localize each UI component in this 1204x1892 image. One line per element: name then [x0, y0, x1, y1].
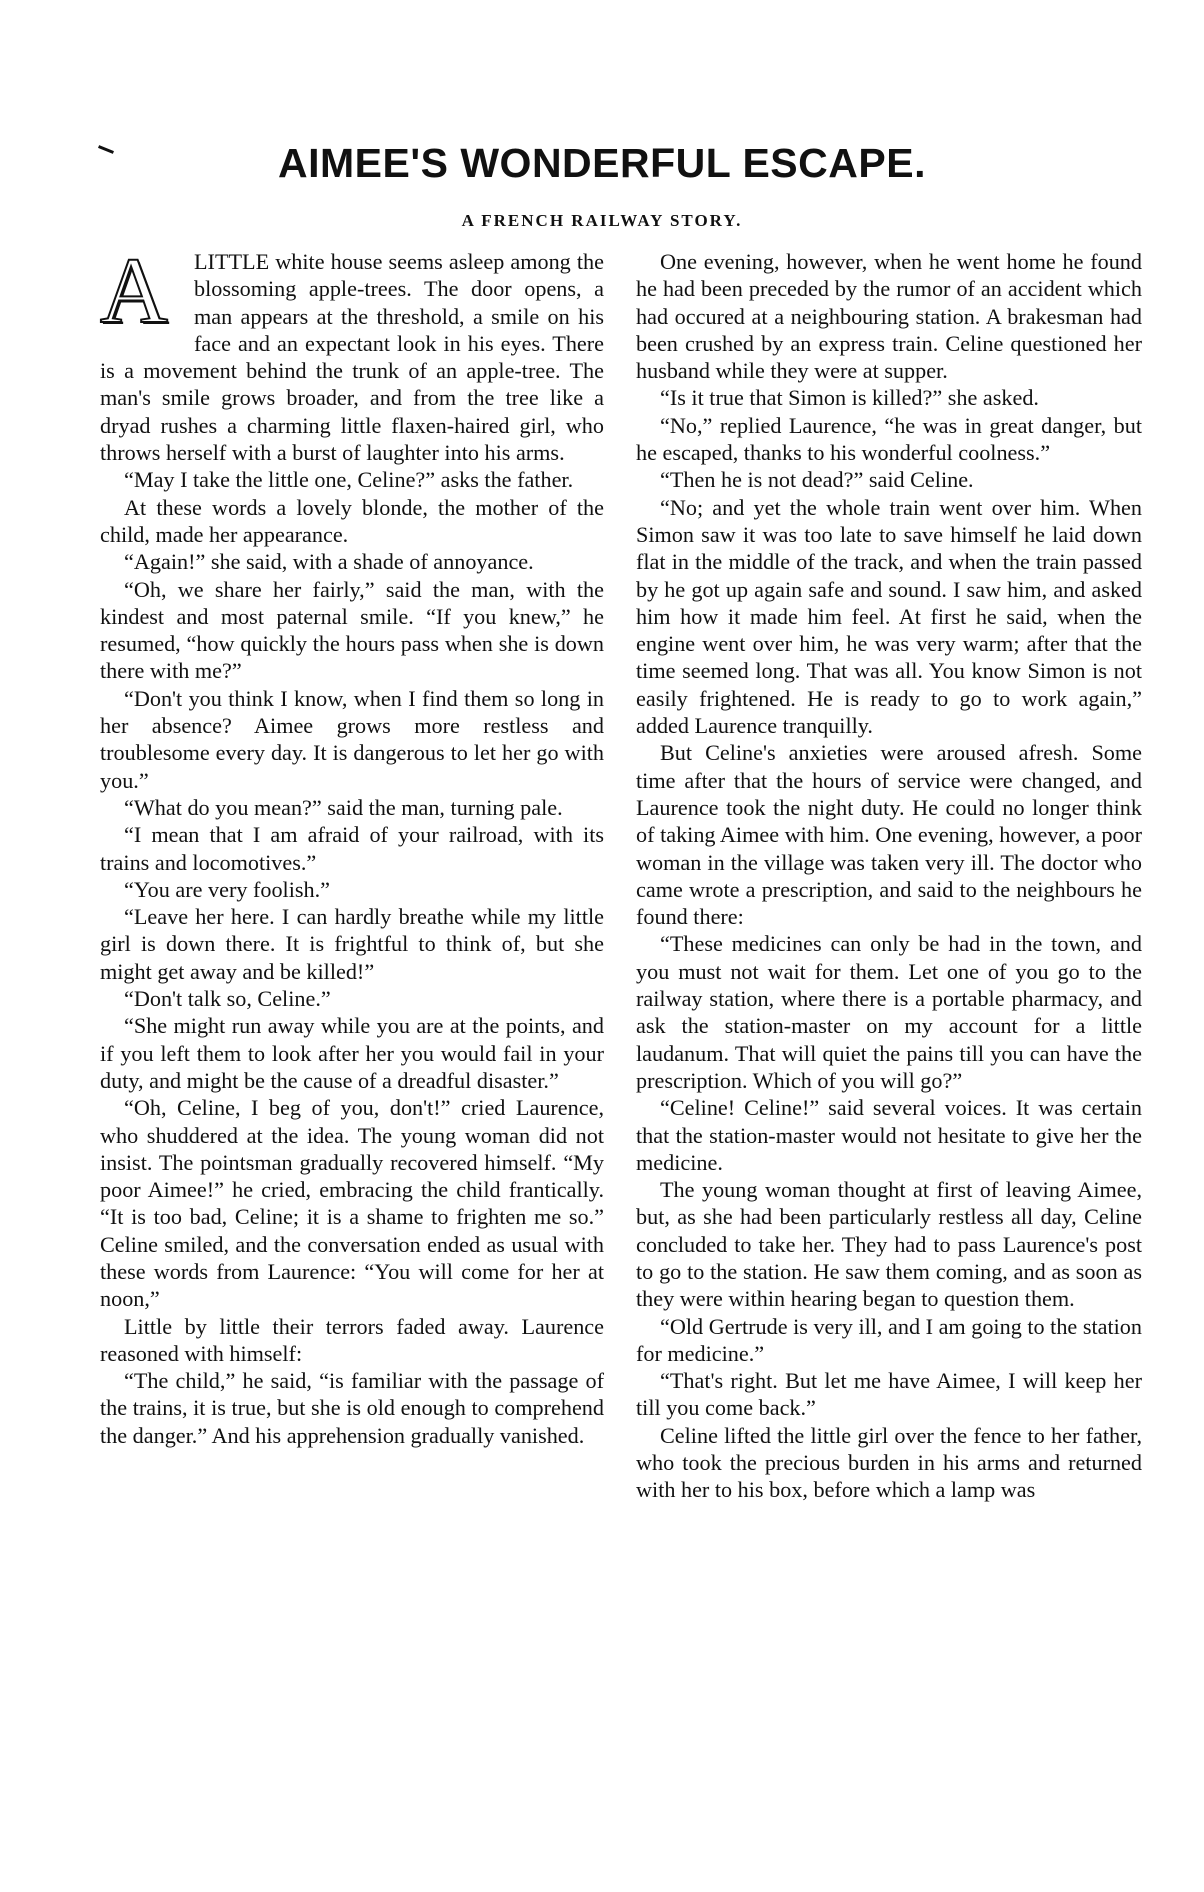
paragraph: “Celine! Celine!” said several voices. It was certain that the station-master would not hesitate to give her the medicine. — [636, 1095, 1142, 1175]
paragraph: “Is it true that Simon is killed?” she asked. — [660, 385, 1039, 411]
paragraph: “Don't you think I know, when I find them so long in her absence? Aimee grows more restless and troublesome every day. It is dangerous to let her go with you.” — [100, 685, 604, 793]
left-column — [100, 239, 604, 1449]
paragraph: “No,” replied Laurence, “he was in great danger, but he escaped, thanks to his wonderful coolness.” — [636, 412, 1142, 466]
paragraph: LITTLE white house seems asleep among the blossoming apple-trees. The door opens, a man appears at the threshold, a smile on his face and an expectant look in his eyes. There is a movement behind the trunk of an apple-tree. The man's smile grows broader, and from the tree like a dryad rushes a charming little flaxen-haired girl, who throws herself with a burst of laughter into his arms. — [100, 249, 604, 466]
paragraph: “No; and yet the whole train went over him. When Simon saw it was too late to save himself he laid down flat in the middle of the track, and when the train passed by he got up again safe and sound. I saw him, and asked him how it made him feel. At first he said, when the engine went over him, he was very warm; after that the time seemed long. That was all. You know Simon is not easily frightened. He is ready to go to work again,” added Laurence tranquilly. — [636, 494, 1142, 739]
drop-cap: A — [100, 239, 168, 343]
paragraph: “What do you mean?” said the man, turning pale. — [124, 794, 563, 820]
paragraph: “Oh, we share her fairly,” said the man, with the kindest and most paternal smile. “If you knew,” he resumed, “how quickly the hours pass when she is down there with me?” — [100, 576, 604, 684]
paragraph: “Then he is not dead?” said Celine. — [660, 467, 974, 493]
paragraph: “The child,” he said, “is familiar with the passage of the trains, it is true, but she is old enough to comprehend the danger.” And his apprehension gradually vanished. — [100, 1368, 604, 1448]
paragraph: At these words a lovely blonde, the mother of the child, made her appearance. — [100, 494, 604, 547]
paragraph: One evening, however, when he went home he found he had been preceded by the rumor of an accident which had occured at a neighbouring station. A brakesman had been crushed by an express train. Celine questioned her husband while they were at supper. — [636, 249, 1142, 384]
paragraph: “Don't talk so, Celine.” — [124, 986, 331, 1012]
paragraph: “That's right. But let me have Aimee, I will keep her till you come back.” — [636, 1368, 1142, 1421]
paragraph: The young woman thought at first of leaving Aimee, but, as she had been particularly restless all day, Celine concluded to take her. They had to pass Laurence's post to go to the station. He saw them coming, and as soon as they were within hearing began to question them. — [636, 1177, 1142, 1312]
paragraph: “Again!” she said, with a shade of annoyance. — [124, 549, 534, 575]
paragraph: “She might run away while you are at the points, and if you left them to look after her you would fail in your duty, and might be the cause of a dreadful disaster.” — [100, 1013, 604, 1093]
paragraph: “Oh, Celine, I beg of you, don't!” cried Laurence, who shuddered at the idea. The young woman did not insist. The pointsman gradually recovered himself. “My poor Aimee!” he cried, embracing the child frantically. “It is too bad, Celine; it is a shame to frighten me so.” Celine smiled, and the conversation ended as usual with these words from Laurence: “You will come for her at noon,” — [100, 1095, 604, 1312]
paragraph: “May I take the little one, Celine?” asks the father. — [124, 467, 574, 493]
paragraph: “You are very foolish.” — [124, 876, 331, 902]
paragraph: But Celine's anxieties were aroused afresh. Some time after that the hours of service were changed, and Laurence took the night duty. He could no longer think of taking Aimee with him. One evening, however, a poor woman in the village was taken very ill. The doctor who came wrote a prescription, and said to the neighbours he found there: — [636, 740, 1142, 930]
paragraph: “Old Gertrude is very ill, and I am going to the station for medicine.” — [636, 1313, 1142, 1366]
paragraph: “Leave her here. I can hardly breathe while my little girl is down there. It is frightful to think of, but she might get away and be killed!” — [100, 904, 604, 984]
right-column — [636, 248, 1142, 1504]
paragraph: “These medicines can only be had in the town, and you must not wait for them. Let one of you go to the railway station, where there is a portable pharmacy, and ask the station-master on my account for a little laudanum. That will quiet the pains till you can have the prescription. Which of you will go?” — [636, 931, 1142, 1093]
story-subtitle: A FRENCH RAILWAY STORY. — [461, 211, 743, 230]
story-title: AIMEE'S WONDERFUL ESCAPE. — [278, 140, 926, 186]
paragraph: Little by little their terrors faded away. Laurence reasoned with himself: — [100, 1313, 604, 1366]
paragraph: “I mean that I am afraid of your railroad, with its trains and locomotives.” — [100, 822, 604, 875]
paragraph: Celine lifted the little girl over the fence to her father, who took the precious burden in his arms and returned with her to his box, before which a lamp was — [636, 1422, 1142, 1503]
